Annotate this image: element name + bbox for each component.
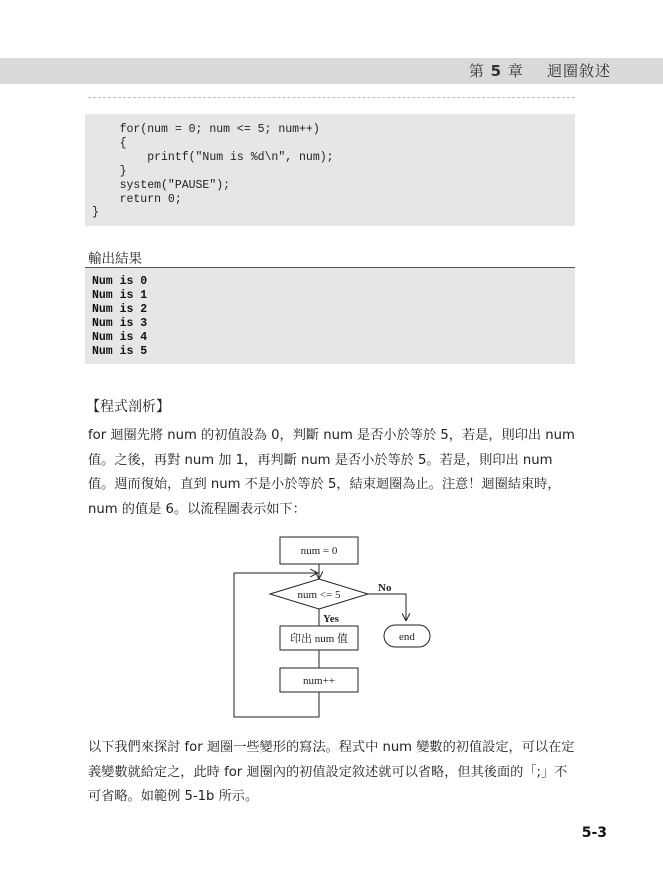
chapter-name: 迴圈敘述 [546, 62, 611, 80]
flow-print-label: 印出 num 值 [289, 633, 349, 645]
flow-increment-label: num++ [303, 675, 335, 687]
chapter-suffix: 章 [507, 62, 524, 80]
code-listing [85, 114, 575, 226]
output-listing [85, 268, 575, 364]
chapter-title [469, 60, 611, 81]
paragraph-variants: 以下我們來探討 for 迴圈一些變形的寫法。程式中 num 變數的初值設定，可以在定義變數就給定之，此時 for 迴圈內的初值設定敘述就可以省略，但其後面的「;」不可省略。如範例 5-1b 所示。 [88, 740, 575, 804]
chapter-number: 5 [490, 62, 503, 80]
code-text: for(num = 0; num <= 5; num++) { printf("Num is %d\n", num); } system("PAUSE"); return 0; } [92, 123, 334, 220]
flow-no-label: No [378, 582, 392, 594]
flow-arrow-no [368, 594, 406, 620]
paragraph-explanation: for 迴圈先將 num 的初值設為 0，判斷 num 是否小於等於 5，若是，則印出 num 值。之後，再對 num 加 1，再判斷 num 是否小於等於 5。若是，則印出 num 值。週而復始，直到 num 不是小於等於 5，結束迴圈為止。注意！迴圈結束時，num 的值是 6。以流程圖表示如下： [88, 428, 575, 517]
flow-yes-label: Yes [323, 613, 339, 625]
output-text: Num is 0 Num is 1 Num is 2 Num is 3 Num is 4 Num is 5 [92, 275, 148, 358]
output-heading: 輸出結果 [88, 251, 142, 267]
flow-init-label: num = 0 [300, 545, 338, 557]
header-divider [88, 97, 575, 98]
page-number: 5-3 [581, 825, 607, 841]
flow-condition-label: num <= 5 [297, 589, 341, 601]
flowchart [220, 530, 460, 725]
section-heading: 【程式剖析】 [86, 399, 170, 415]
flow-end-label: end [399, 631, 415, 643]
chapter-prefix: 第 [468, 62, 485, 80]
